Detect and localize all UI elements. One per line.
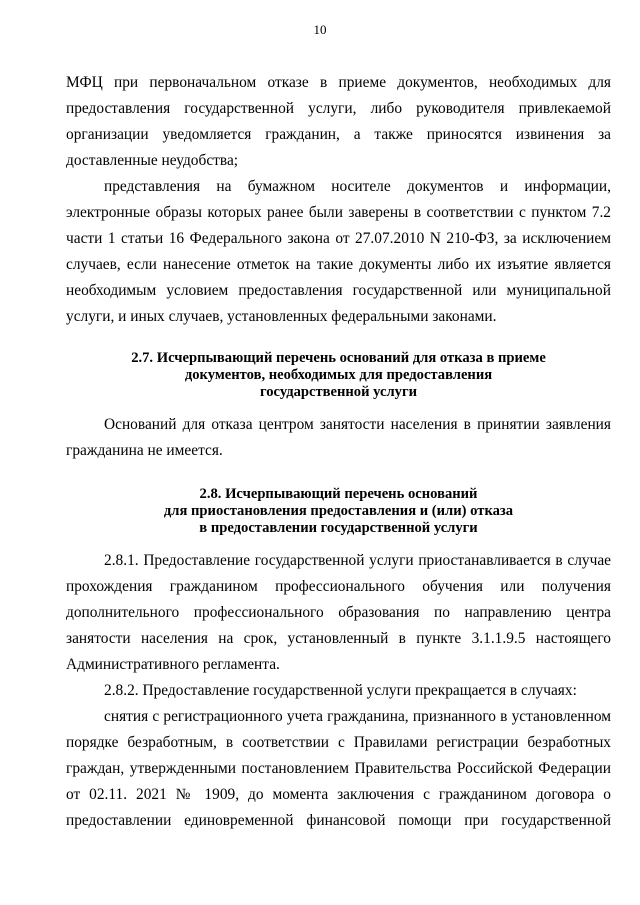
- paragraph-mfc-notification: МФЦ при первоначальном отказе в приеме документов, необходимых для предоставления государственной услуги, либо руководителя привлекаемой организации уведомляется гражданин, а также приносятся извинения за доставленные неудобства;: [66, 74, 611, 169]
- heading-2-8-line-1: 2.8. Исчерпывающий перечень оснований: [199, 486, 478, 502]
- section-heading-2-7: [66, 350, 611, 401]
- paragraph-2-8-2: 2.8.2. Предоставление государственной услуги прекращается в случаях:: [104, 682, 577, 699]
- page-number: 10: [313, 22, 327, 37]
- section-heading-2-8: [66, 486, 611, 537]
- document-body: [66, 70, 611, 834]
- paragraph-2-7-no-grounds: Оснований для отказа центром занятости населения в принятии заявления гражданина не имеется.: [66, 416, 611, 459]
- heading-2-8-line-2: для приостановления предоставления и (или) отказа: [163, 503, 514, 519]
- paragraph-2-8-1: 2.8.1. Предоставление государственной услуги приостанавливается в случае прохождения гражданином профессионального обучения или получения дополнительного профессионального образования по направлению центра занятости населения на срок, установленный в пункте 3.1.1.9.5 настоящего Административного регламента.: [66, 552, 611, 673]
- heading-2-7-line-3: государственной услуги: [259, 384, 418, 400]
- heading-2-8-line-3: в предоставлении государственной услуги: [199, 520, 478, 536]
- heading-2-7-line-2: документов, необходимых для предоставления: [184, 367, 493, 383]
- heading-2-7-line-1: 2.7. Исчерпывающий перечень оснований для отказа в приеме: [131, 350, 546, 366]
- paragraph-removal-from-register: снятия с регистрационного учета гражданина, признанного в установленном порядке безработным, в соответствии с Правилами регистрации безработных граждан, утвержденными постановлением Правительства Российской Федерации от 02.11. 2021 № 1909, до момента заключения с гражданином договора о предоставлении единовременной финансовой помощи при государственной: [66, 708, 611, 829]
- paragraph-paper-documents: представления на бумажном носителе документов и информации, электронные образы которых ранее были заверены в соответствии с пунктом 7.2 части 1 статьи 16 Федерального закона от 27.07.2010 N 210-ФЗ, за исключением случаев, если нанесение отметок на такие документы либо их изъятие является необходимым условием предоставления государственной или муниципальной услуги, и иных случаев, установленных федеральными законами.: [66, 178, 611, 325]
